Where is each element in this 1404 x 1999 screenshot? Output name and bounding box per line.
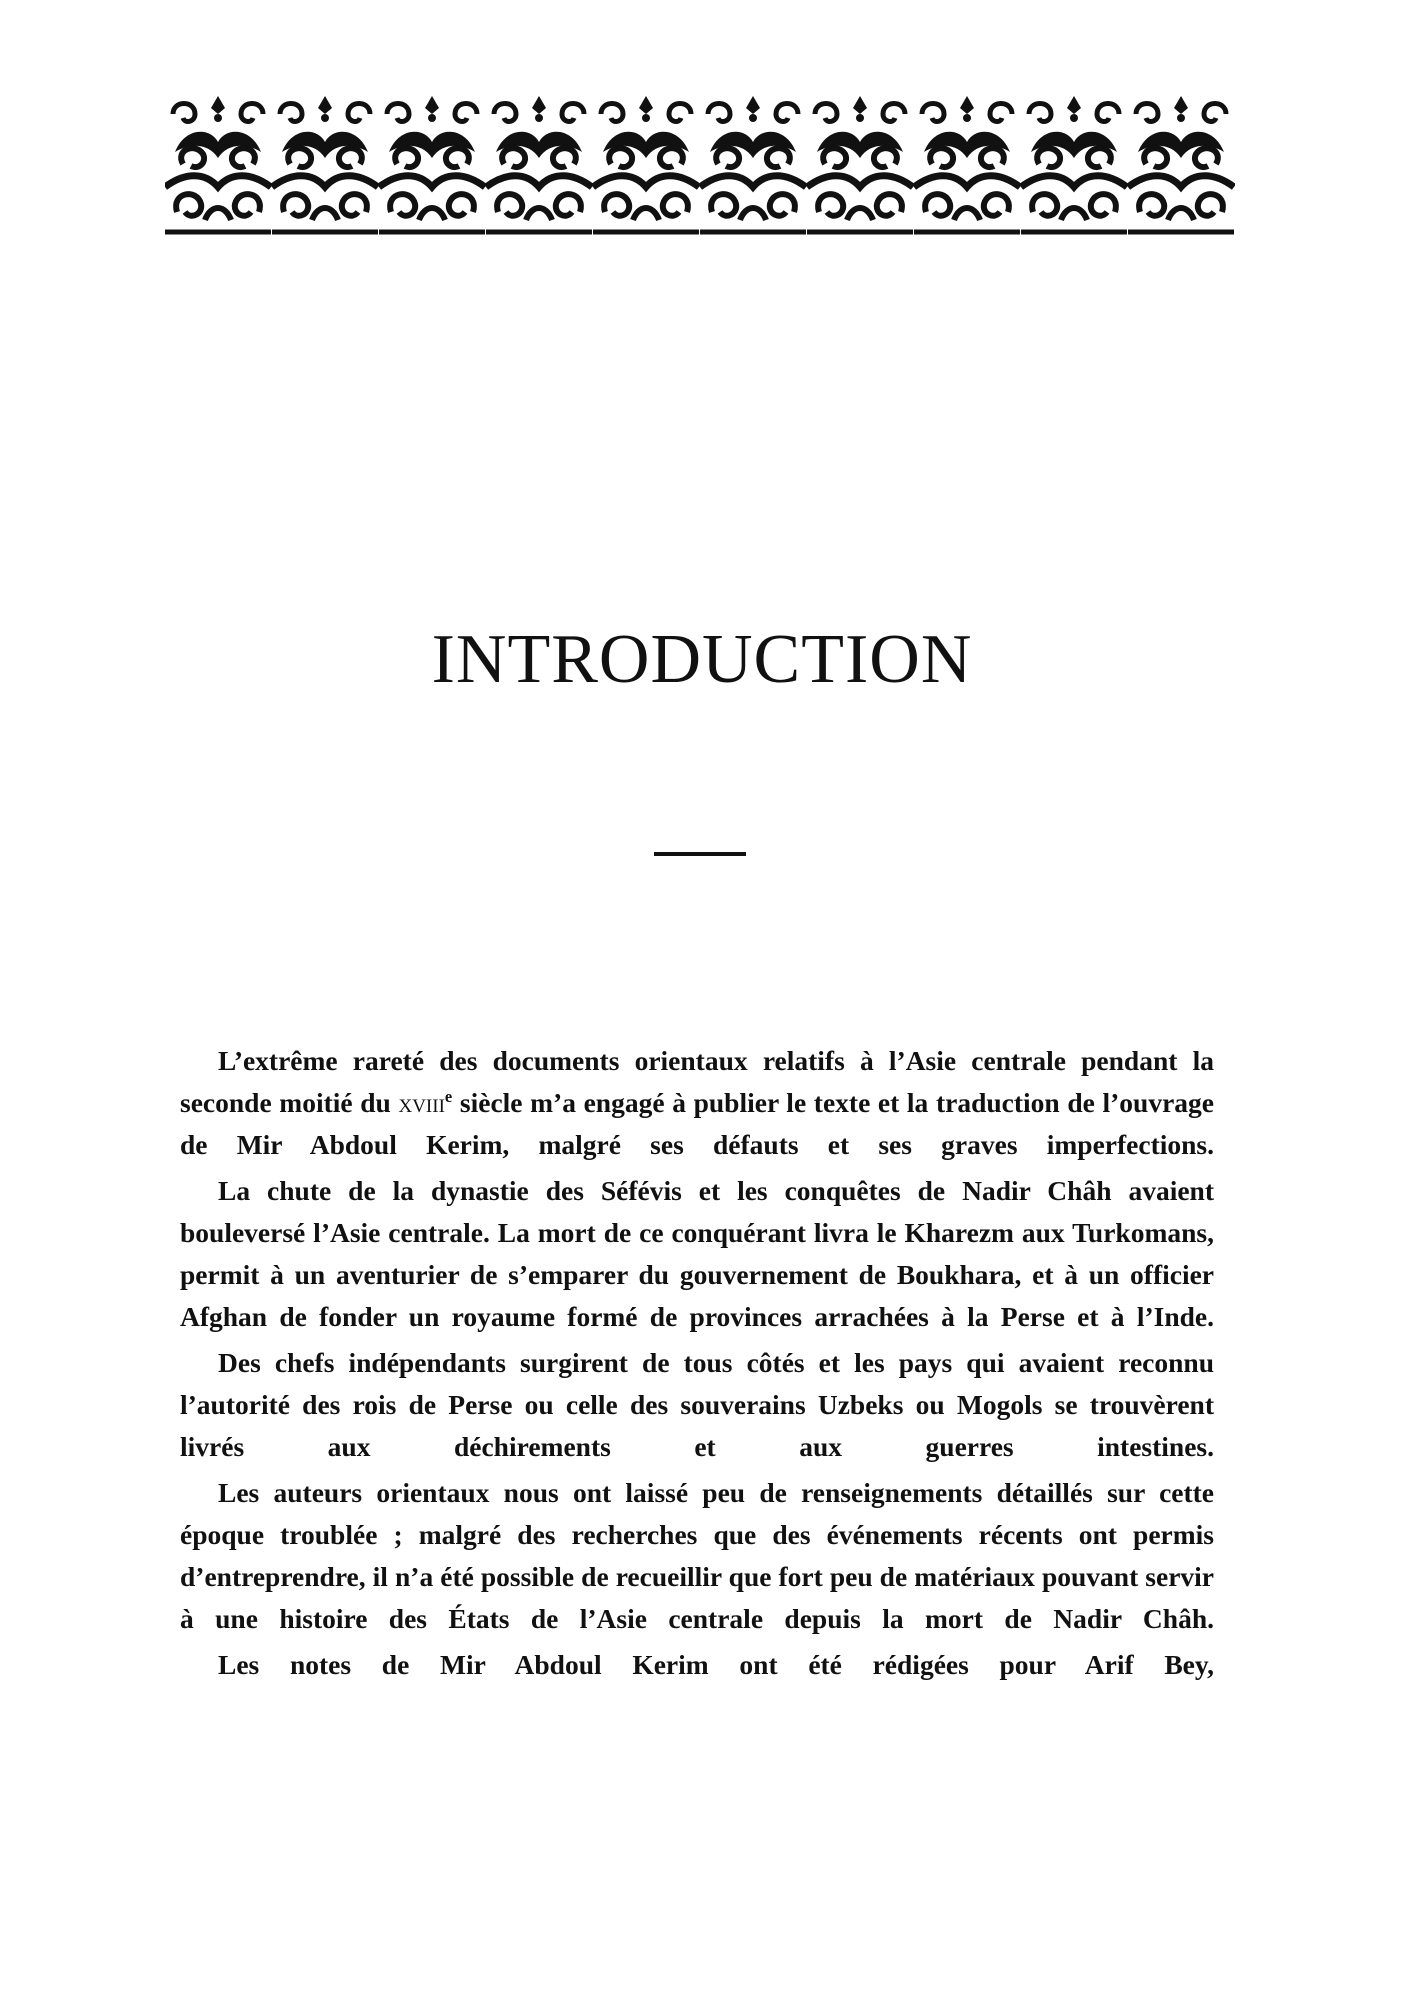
paragraph-4: Les auteurs orientaux nous ont laissé peu de renseignements détaillés sur cette époque troublée ; malgré des recherches que des événements récents ont permis d’entreprendre, il n’a été possible de recueillir que fort peu de matériaux pouvant servir à une histoire des États de l’Asie centrale depuis la mort de Nadir Châh. <box>180 1477 1214 1634</box>
paragraph-5: Les notes de Mir Abdoul Kerim ont été rédigées pour Arif Bey, <box>218 1649 1214 1680</box>
paragraph-2: La chute de la dynastie des Séfévis et les conquêtes de Nadir Châh avaient bouleversé l’Asie centrale. La mort de ce conquérant livra le Kharezm aux Turkomans, permit à un aventurier de s’emparer du gouvernement de Boukhara, et à un officier Afghan de fonder un royaume formé de provinces arrachées à la Perse et à l’Inde. <box>180 1175 1214 1332</box>
title-divider <box>654 852 746 856</box>
ornament-band <box>165 92 1235 237</box>
paragraph-1-before: L’extrême rareté des documents orientaux relatifs à l’Asie centrale pendant la seconde moitié du <box>180 1045 1214 1118</box>
paragraph-3: Des chefs indépendants surgirent de tous côtés et les pays qui avaient reconnu l’autorité des rois de Perse ou celle des souverains Uzbeks ou Mogols se trouvèrent livrés aux déchirements et aux guerres intestines. <box>180 1347 1214 1462</box>
paragraph-1 <box>180 1040 1214 1166</box>
page-title: INTRODUCTION <box>431 621 973 698</box>
century-numeral: xviii <box>398 1087 445 1118</box>
paragraph-1-after: siècle m’a engagé à publier le texte et la traduction de l’ouvrage de Mir Abdoul Kerim, malgré ses défauts et ses graves imperfections. <box>180 1087 1214 1160</box>
body-text <box>180 1040 1214 1686</box>
century-superscript: e <box>444 1086 453 1106</box>
